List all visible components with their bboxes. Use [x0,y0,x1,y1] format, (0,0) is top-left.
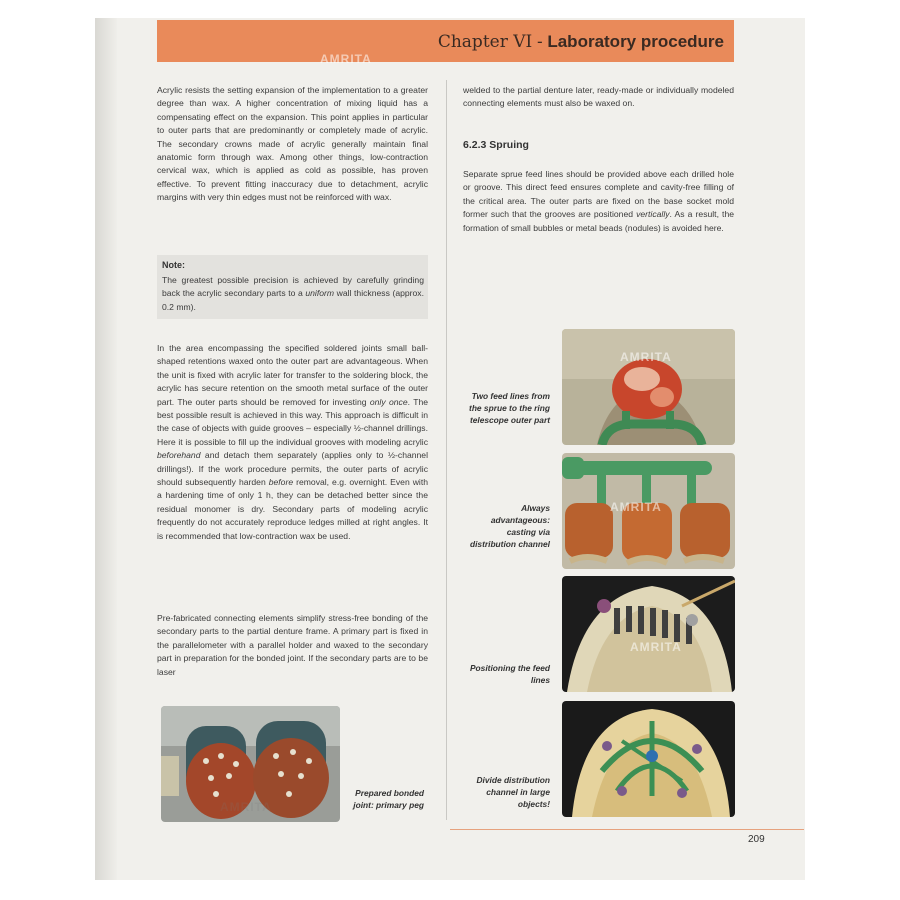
note-body-b: wall thickness (approx. 0.2 mm). [162,288,424,312]
chapter-section-name: Laboratory procedure [547,32,724,51]
photo-feed-lines-telescope [562,329,735,445]
left-para-2-em2: beforehand [157,450,201,461]
left-para-2-c: and detach them separately (applies only to ½-channel drillings!). If the work procedure permits, the outer parts of acrylic should subsequently harden [157,450,428,488]
note-title: Note: [162,260,185,270]
caption-positioning-feed-lines: Positioning the feed lines [469,663,550,685]
note-body-em: uniform [305,288,335,299]
photo-divide-distribution [562,701,735,817]
chapter-number: Chapter VI [437,32,533,52]
left-para-2 [157,342,428,543]
left-para-3 [157,612,428,679]
note-body [162,274,424,314]
photo-positioning-feed-lines [562,576,735,692]
page-number: 209 [748,834,765,845]
caption-feed-lines-telescope: Two feed lines from the sprue to the ring telescope outer part [469,391,550,425]
note-body-a: The greatest possible precision is achieved by carefully grinding back the acrylic secondary parts to a [162,275,424,299]
right-para-2 [463,168,734,235]
watermark: AMRITA [220,800,272,814]
right-para-2-b: . As a result, the formation of small bubbles or metal beads (nodules) is avoided here. [463,209,734,233]
left-para-3-text: Pre-fabricated connecting elements simplify stress-free bonding of the secondary parts to the partial denture frame. A primary part is fixed in the parallelometer with a parallel holder and waxed to the secondary part in preparation for the bonded joint. If the secondary parts are to be laser [157,613,428,677]
page-gutter-shadow [95,18,117,880]
right-para-2-text [463,168,734,235]
left-para-2-b: . The best possible result is achieved in this way. This approach is difficult in the case of objects with guide grooves – especially ½-channel drillings. Here it is possible to fill up the individual grooves with modeling acrylic [157,396,429,447]
chapter-separator: - [532,32,548,51]
left-para-2-a: In the area encompassing the specified soldered joints small ball-shaped retentions waxed onto the outer part are advantageous. When the unit is fixed with acrylic later for transfer to the soldering block, the acrylic has secure retention on the smooth metal surface of the outer part. The outer parts should be removed for investing [157,343,428,407]
watermark: AMRITA [320,52,372,66]
right-para-2-a: Separate sprue feed lines should be provided above each drilled hole or groove. This direct feed ensures complete and cavity-free filling of the critical area. The outer parts are fixed on the base socket mold former such that the grooves are positioned [463,169,734,220]
chapter-title [438,32,724,52]
caption-bonded-joint: Prepared bonded joint: primary peg [353,788,424,810]
left-para-2-em3: before [268,477,294,488]
chapter-header-bar [157,20,734,62]
left-para-2-em1: only once [369,396,408,407]
right-para-1-text: welded to the partial denture later, ready-made or individually modeled connecting elements must also be waxed on. [463,85,734,109]
watermark: AMRITA [630,640,682,654]
footer-rule [450,829,804,830]
note-box [157,255,428,319]
caption-divide-distribution: Divide distribution channel in large objects! [476,775,550,809]
right-para-2-em: vertically [636,209,670,220]
caption-distribution-channel: Always advantageous: casting via distribution channel [469,503,550,549]
left-para-2-d: removal, e.g. overnight. Even with a hardening time of only 1 h, they can be detached better since the residual monomer is dry. Secondary parts of modeling acrylic frequently do not accurately reproduce ledges milled at right angles. It is recommended that low-contraction wax be used. [157,477,429,541]
left-para-1 [157,84,428,205]
left-para-1-text: Acrylic resists the setting expansion of the implementation to a greater degree than wax. A higher concentration of mixing liquid has a compensating effect on the expansion. This point applies in particular to outer parts that are predominantly or completely made of acrylic. The secondary crowns made of acrylic generally maintain final anatomic form through wax. Among other things, low-contraction cervical wax, which is applied as cold as possible, has proven effective. To prevent fitting inaccuracy due to detachment, acrylic margins with very thin edges must not be reinforced with wax. [157,85,428,203]
right-para-1 [463,84,734,111]
left-para-2-text [157,342,428,543]
watermark: AMRITA [620,350,672,364]
watermark: AMRITA [610,500,662,514]
column-divider [446,80,447,820]
section-heading-spruing: 6.2.3 Spruing [463,139,529,151]
